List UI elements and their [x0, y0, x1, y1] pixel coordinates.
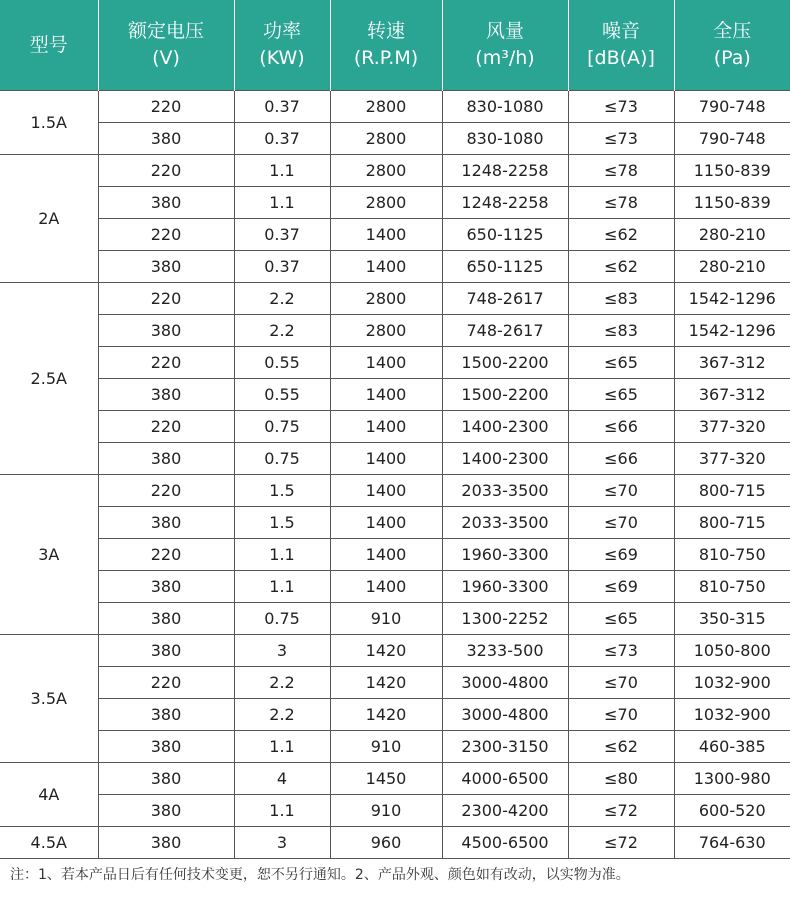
noise-cell: ≤69: [568, 571, 674, 603]
pressure-cell: 1032-900: [674, 699, 790, 731]
airflow-cell: 748-2617: [442, 283, 568, 315]
header-noise: 噪音 [dB(A)]: [568, 0, 674, 91]
power-cell: 0.75: [234, 603, 330, 635]
noise-cell: ≤73: [568, 91, 674, 123]
noise-cell: ≤62: [568, 219, 674, 251]
spec-table-body: [0, 91, 790, 859]
power-cell: 3: [234, 635, 330, 667]
table-row: [0, 251, 790, 283]
airflow-cell: 748-2617: [442, 315, 568, 347]
airflow-cell: 2300-4200: [442, 795, 568, 827]
pressure-cell: 1150-839: [674, 187, 790, 219]
pressure-cell: 460-385: [674, 731, 790, 763]
pressure-cell: 1050-800: [674, 635, 790, 667]
table-row: [0, 571, 790, 603]
speed-cell: 1400: [330, 411, 442, 443]
power-cell: 0.37: [234, 219, 330, 251]
noise-cell: ≤66: [568, 411, 674, 443]
voltage-cell: 220: [98, 411, 234, 443]
airflow-cell: 4000-6500: [442, 763, 568, 795]
pressure-cell: 810-750: [674, 571, 790, 603]
noise-cell: ≤78: [568, 187, 674, 219]
noise-cell: ≤73: [568, 123, 674, 155]
pressure-cell: 1150-839: [674, 155, 790, 187]
speed-cell: 1400: [330, 379, 442, 411]
power-cell: 0.37: [234, 251, 330, 283]
noise-cell: ≤69: [568, 539, 674, 571]
power-cell: 1.1: [234, 795, 330, 827]
header-airflow: 风量 (m³/h): [442, 0, 568, 91]
power-cell: 1.1: [234, 731, 330, 763]
speed-cell: 1420: [330, 667, 442, 699]
voltage-cell: 380: [98, 507, 234, 539]
table-row: [0, 347, 790, 379]
speed-cell: 1400: [330, 475, 442, 507]
noise-cell: ≤66: [568, 443, 674, 475]
noise-cell: ≤70: [568, 699, 674, 731]
voltage-cell: 220: [98, 91, 234, 123]
pressure-cell: 367-312: [674, 379, 790, 411]
power-cell: 1.1: [234, 155, 330, 187]
speed-cell: 1400: [330, 347, 442, 379]
airflow-cell: 2033-3500: [442, 507, 568, 539]
model-cell: 4A: [0, 763, 98, 827]
noise-cell: ≤62: [568, 731, 674, 763]
table-row: [0, 539, 790, 571]
power-cell: 2.2: [234, 667, 330, 699]
airflow-cell: 3000-4800: [442, 699, 568, 731]
speed-cell: 1400: [330, 443, 442, 475]
header-speed: 转速 (R.P.M): [330, 0, 442, 91]
noise-cell: ≤65: [568, 347, 674, 379]
speed-cell: 1400: [330, 219, 442, 251]
airflow-cell: 4500-6500: [442, 827, 568, 859]
pressure-cell: 377-320: [674, 443, 790, 475]
voltage-cell: 380: [98, 699, 234, 731]
pressure-cell: 280-210: [674, 251, 790, 283]
speed-cell: 910: [330, 603, 442, 635]
speed-cell: 2800: [330, 315, 442, 347]
noise-cell: ≤78: [568, 155, 674, 187]
pressure-cell: 810-750: [674, 539, 790, 571]
voltage-cell: 220: [98, 475, 234, 507]
noise-cell: ≤65: [568, 379, 674, 411]
voltage-cell: 220: [98, 347, 234, 379]
pressure-cell: 377-320: [674, 411, 790, 443]
table-row: [0, 827, 790, 859]
header-power: 功率 (KW): [234, 0, 330, 91]
pressure-cell: 764-630: [674, 827, 790, 859]
power-cell: 3: [234, 827, 330, 859]
power-cell: 1.5: [234, 507, 330, 539]
airflow-cell: 1500-2200: [442, 347, 568, 379]
table-row: [0, 731, 790, 763]
speed-cell: 1420: [330, 699, 442, 731]
power-cell: 2.2: [234, 283, 330, 315]
noise-cell: ≤70: [568, 507, 674, 539]
voltage-cell: 380: [98, 571, 234, 603]
speed-cell: 1400: [330, 507, 442, 539]
voltage-cell: 220: [98, 667, 234, 699]
table-row: [0, 475, 790, 507]
speed-cell: 2800: [330, 123, 442, 155]
table-row: [0, 315, 790, 347]
voltage-cell: 380: [98, 635, 234, 667]
airflow-cell: 1400-2300: [442, 443, 568, 475]
noise-cell: ≤83: [568, 283, 674, 315]
airflow-cell: 1500-2200: [442, 379, 568, 411]
table-row: [0, 283, 790, 315]
pressure-cell: 1542-1296: [674, 315, 790, 347]
model-cell: 1.5A: [0, 91, 98, 155]
pressure-cell: 1032-900: [674, 667, 790, 699]
power-cell: 1.1: [234, 539, 330, 571]
speed-cell: 910: [330, 795, 442, 827]
table-row: [0, 507, 790, 539]
header-row: [0, 0, 790, 91]
airflow-cell: 1248-2258: [442, 187, 568, 219]
pressure-cell: 800-715: [674, 507, 790, 539]
voltage-cell: 380: [98, 603, 234, 635]
airflow-cell: 830-1080: [442, 91, 568, 123]
model-cell: 2.5A: [0, 283, 98, 475]
speed-cell: 1450: [330, 763, 442, 795]
pressure-cell: 280-210: [674, 219, 790, 251]
model-cell: 3.5A: [0, 635, 98, 763]
voltage-cell: 380: [98, 315, 234, 347]
airflow-cell: 1300-2252: [442, 603, 568, 635]
table-row: [0, 763, 790, 795]
table-row: [0, 91, 790, 123]
voltage-cell: 220: [98, 539, 234, 571]
speed-cell: 910: [330, 731, 442, 763]
pressure-cell: 1542-1296: [674, 283, 790, 315]
table-row: [0, 667, 790, 699]
power-cell: 0.75: [234, 411, 330, 443]
airflow-cell: 650-1125: [442, 219, 568, 251]
noise-cell: ≤72: [568, 827, 674, 859]
power-cell: 4: [234, 763, 330, 795]
speed-cell: 2800: [330, 187, 442, 219]
header-model: 型号: [0, 0, 98, 91]
voltage-cell: 220: [98, 219, 234, 251]
table-row: [0, 635, 790, 667]
table-row: [0, 411, 790, 443]
airflow-cell: 3233-500: [442, 635, 568, 667]
speed-cell: 2800: [330, 91, 442, 123]
pressure-cell: 350-315: [674, 603, 790, 635]
power-cell: 2.2: [234, 699, 330, 731]
airflow-cell: 2300-3150: [442, 731, 568, 763]
power-cell: 1.1: [234, 187, 330, 219]
voltage-cell: 380: [98, 187, 234, 219]
table-row: [0, 219, 790, 251]
airflow-cell: 2033-3500: [442, 475, 568, 507]
speed-cell: 1420: [330, 635, 442, 667]
power-cell: 0.75: [234, 443, 330, 475]
pressure-cell: 790-748: [674, 123, 790, 155]
table-row: [0, 379, 790, 411]
power-cell: 1.5: [234, 475, 330, 507]
airflow-cell: 830-1080: [442, 123, 568, 155]
airflow-cell: 1400-2300: [442, 411, 568, 443]
table-row: [0, 443, 790, 475]
noise-cell: ≤70: [568, 667, 674, 699]
power-cell: 0.55: [234, 347, 330, 379]
voltage-cell: 380: [98, 443, 234, 475]
header-voltage: 额定电压 (V): [98, 0, 234, 91]
speed-cell: 1400: [330, 571, 442, 603]
airflow-cell: 1960-3300: [442, 571, 568, 603]
table-row: [0, 603, 790, 635]
noise-cell: ≤72: [568, 795, 674, 827]
speed-cell: 1400: [330, 539, 442, 571]
voltage-cell: 380: [98, 763, 234, 795]
noise-cell: ≤73: [568, 635, 674, 667]
power-cell: 2.2: [234, 315, 330, 347]
footnote: 注：1、若本产品日后有任何技术变更，恕不另行通知。2、产品外观、颜色如有改动，以实物为准。: [10, 867, 630, 883]
speed-cell: 1400: [330, 251, 442, 283]
pressure-cell: 1300-980: [674, 763, 790, 795]
power-cell: 1.1: [234, 571, 330, 603]
pressure-cell: 367-312: [674, 347, 790, 379]
airflow-cell: 650-1125: [442, 251, 568, 283]
voltage-cell: 380: [98, 379, 234, 411]
voltage-cell: 220: [98, 283, 234, 315]
table-row: [0, 155, 790, 187]
noise-cell: ≤83: [568, 315, 674, 347]
voltage-cell: 380: [98, 251, 234, 283]
voltage-cell: 220: [98, 155, 234, 187]
power-cell: 0.37: [234, 123, 330, 155]
power-cell: 0.37: [234, 91, 330, 123]
header-pressure: 全压 (Pa): [674, 0, 790, 91]
noise-cell: ≤70: [568, 475, 674, 507]
table-row: [0, 187, 790, 219]
noise-cell: ≤80: [568, 763, 674, 795]
speed-cell: 2800: [330, 155, 442, 187]
model-cell: 3A: [0, 475, 98, 635]
noise-cell: ≤62: [568, 251, 674, 283]
power-cell: 0.55: [234, 379, 330, 411]
voltage-cell: 380: [98, 731, 234, 763]
table-row: [0, 699, 790, 731]
table-row: [0, 795, 790, 827]
airflow-cell: 1248-2258: [442, 155, 568, 187]
voltage-cell: 380: [98, 827, 234, 859]
pressure-cell: 600-520: [674, 795, 790, 827]
airflow-cell: 1960-3300: [442, 539, 568, 571]
table-row: [0, 123, 790, 155]
pressure-cell: 790-748: [674, 91, 790, 123]
voltage-cell: 380: [98, 795, 234, 827]
model-cell: 4.5A: [0, 827, 98, 859]
airflow-cell: 3000-4800: [442, 667, 568, 699]
speed-cell: 960: [330, 827, 442, 859]
pressure-cell: 800-715: [674, 475, 790, 507]
voltage-cell: 380: [98, 123, 234, 155]
speed-cell: 2800: [330, 283, 442, 315]
model-cell: 2A: [0, 155, 98, 283]
noise-cell: ≤65: [568, 603, 674, 635]
